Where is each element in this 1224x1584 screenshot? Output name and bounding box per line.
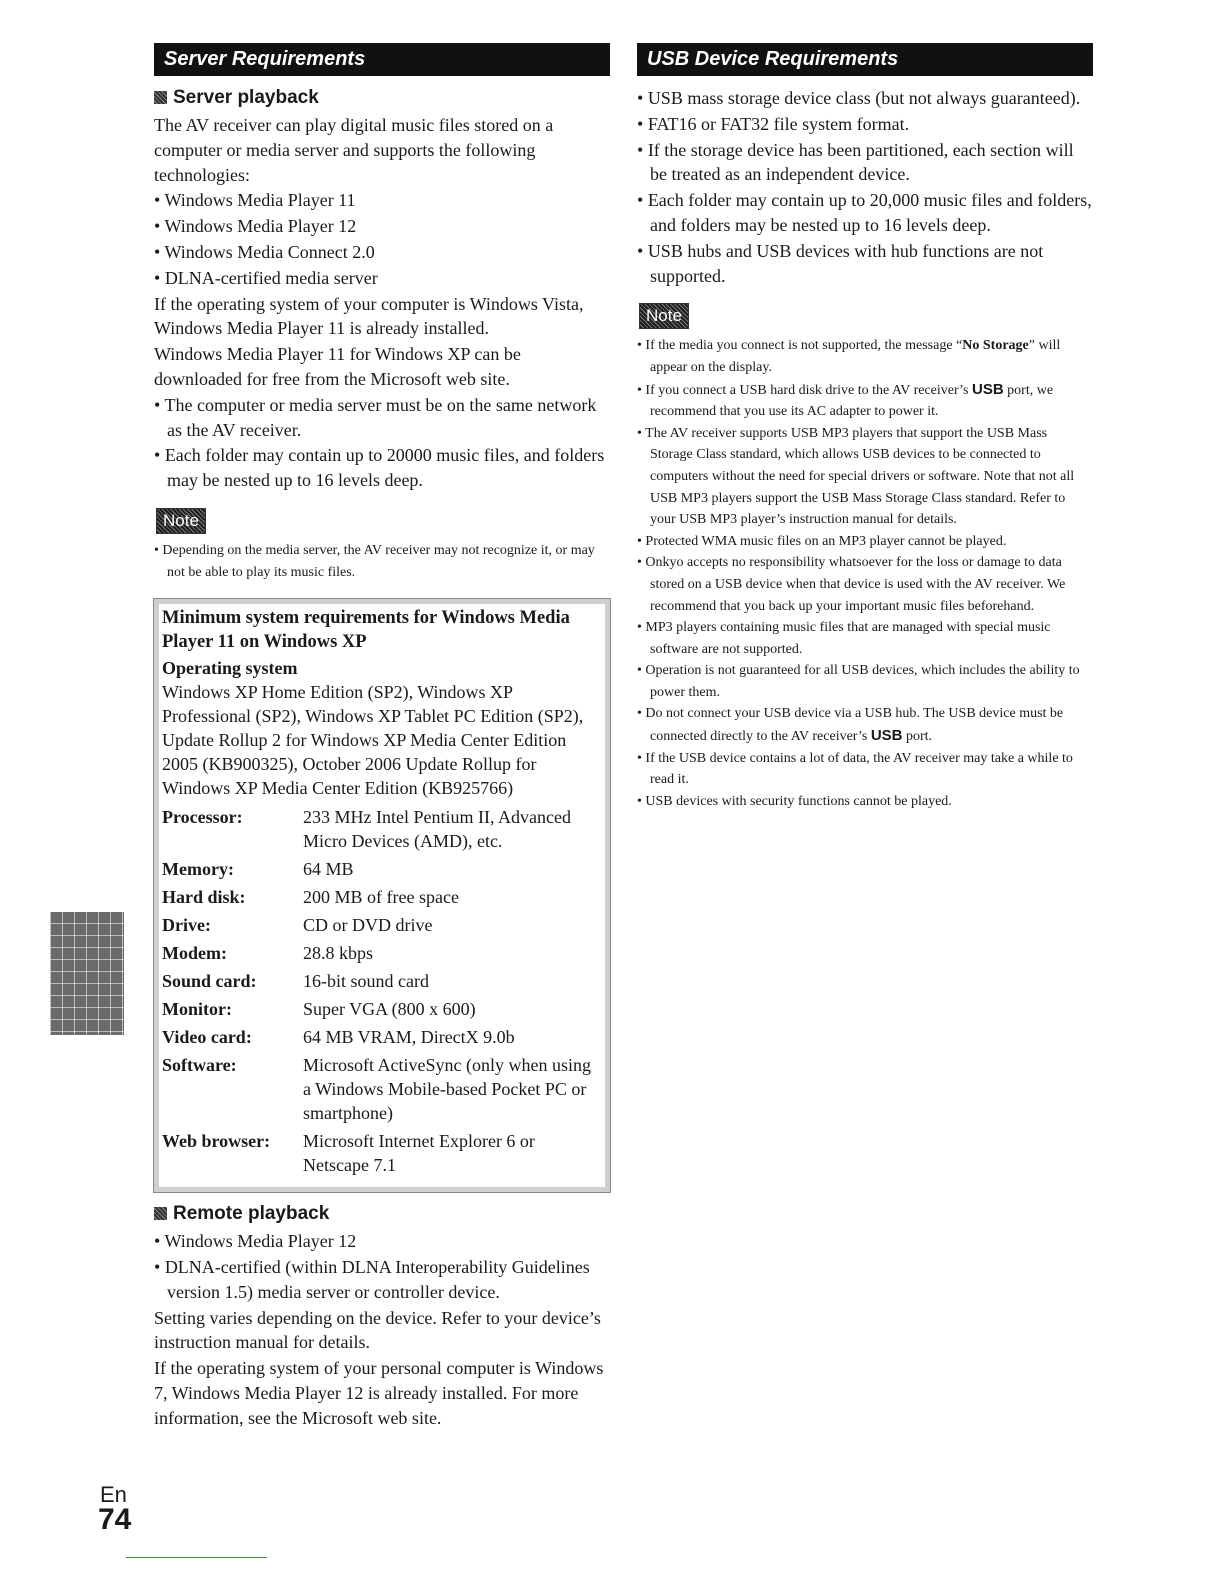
server-requirements-banner: Server Requirements [154,43,610,76]
remote-paragraph-1: Setting varies depending on the device. Refer to your device’s instruction manual for details. [154,1307,601,1353]
sysreq-row-video-card: Video card: 64 MB VRAM, DirectX 9.0b [162,1027,515,1048]
remote-item: • Windows Media Player 12 [154,1231,357,1252]
left-column [154,43,610,1432]
note-badge: Note [156,508,206,534]
square-bullet-icon [154,91,167,104]
usb-item: • USB hubs and USB devices with hub functions are not supported. [637,240,1044,286]
sysreq-row-hard-disk: Hard disk: 200 MB of free space [162,887,459,908]
remote-item: • DLNA-certified (within DLNA Interoperability Guidelines version 1.5) media server or controller device. [154,1256,590,1302]
usb-note: • MP3 players containing music files that are managed with special music software are not supported. [637,620,1051,657]
system-requirements-box [154,599,610,1192]
usb-note: • Protected WMA music files on an MP3 player cannot be played. [637,533,1007,549]
usb-note: • Do not connect your USB device via a USB hub. The USB device must be connected directly to the AV receiver’s USB port. [637,706,1064,745]
sysreq-row-software: Software: Microsoft ActiveSync (only when using a Windows Mobile-based Pocket PC or smartphone) [162,1055,591,1124]
sysreq-title: Minimum system requirements for Windows Media Player 11 on Windows XP [162,608,570,653]
tech-item: • DLNA-certified media server [154,267,378,288]
server-playback-heading: Server playback [154,86,610,110]
sysreq-row-processor: Processor: 233 MHz Intel Pentium II, Advanced Micro Devices (AMD), etc. [162,807,571,852]
usb-note: • USB devices with security functions cannot be played. [637,793,952,809]
network-note-item: • The computer or media server must be on the same network as the AV receiver. [154,394,597,440]
vista-paragraph: If the operating system of your computer is Windows Vista, Windows Media Player 11 is already installed. [154,293,584,339]
operating-system-heading: Operating system [162,658,298,679]
tech-item: • Windows Media Player 12 [154,216,357,237]
usb-item: • FAT16 or FAT32 file system format. [637,113,910,134]
server-intro: The AV receiver can play digital music files stored on a computer or media server and supports the following technologies: [154,115,554,185]
section-index-tab [50,912,124,1035]
operating-system-text: Windows XP Home Edition (SP2), Windows XP Professional (SP2), Windows XP Tablet PC Edition (SP2), Update Rollup 2 for Windows XP Media Center Edition 2005 (KB900325), October 2006 Update Rollup for Windows XP Media Center Edition (KB925766) [162,682,584,799]
usb-note: • The AV receiver supports USB MP3 players that support the USB Mass Storage Class standard, which allows USB devices to be connected to computers without the need for special drivers or software. Note that not all USB MP3 players support the USB Mass Storage Class standard. Refer to your USB MP3 player’s instruction manual for details. [637,425,1075,528]
sysreq-row-drive: Drive: CD or DVD drive [162,915,433,936]
usb-item: • If the storage device has been partitioned, each section will be treated as an independent device. [637,139,1074,185]
language-label: En [100,1482,127,1507]
usb-note: • If you connect a USB hard disk drive to the AV receiver’s USB port, we recommend that you use its AC adapter to power it. [637,380,1054,420]
folder-note-item: • Each folder may contain up to 20000 music files, and folders may be nested up to 16 levels deep. [154,445,605,491]
sysreq-row-modem: Modem: 28.8 kbps [162,943,374,964]
usb-note: • If the media you connect is not supported, the message “No Storage” will appear on the display. [637,338,1061,375]
usb-note: • If the USB device contains a lot of data, the AV receiver may take a while to read it. [637,750,1073,788]
usb-requirements-banner: USB Device Requirements [637,43,1093,76]
sysreq-row-memory: Memory: 64 MB [162,859,354,880]
right-column [637,43,1093,812]
sysreq-row-web-browser: Web browser: Microsoft Internet Explorer 6 or Netscape 7.1 [162,1131,535,1176]
footer-rule [126,1557,267,1558]
usb-item: • USB mass storage device class (but not always guaranteed). [637,88,1081,108]
square-bullet-icon [154,1207,167,1220]
remote-playback-heading: Remote playback [154,1202,610,1226]
page-number: 74 [98,1503,132,1536]
tech-item: • Windows Media Player 11 [154,190,356,211]
server-note-text: • Depending on the media server, the AV receiver may not recognize it, or may not be able to play its music files. [154,542,595,580]
sysreq-row-monitor: Monitor: Super VGA (800 x 600) [162,999,476,1020]
usb-note: • Onkyo accepts no responsibility whatsoever for the loss or damage to data stored on a USB device when that device is used with the AV receiver. We recommend that you back up your important music files beforehand. [637,555,1066,614]
remote-paragraph-2: If the operating system of your personal computer is Windows 7, Windows Media Player 12 is already installed. For more information, see the Microsoft web site. [154,1358,604,1428]
tech-item: • Windows Media Connect 2.0 [154,241,375,262]
sysreq-row-sound-card: Sound card: 16-bit sound card [162,971,429,992]
usb-item: • Each folder may contain up to 20,000 music files and folders, and folders may be nested up to 16 levels deep. [637,190,1092,235]
note-badge: Note [639,303,689,329]
xp-download-paragraph: Windows Media Player 11 for Windows XP can be downloaded for free from the Microsoft web site. [154,344,521,389]
usb-note: • Operation is not guaranteed for all USB devices, which includes the ability to power them. [637,663,1080,700]
